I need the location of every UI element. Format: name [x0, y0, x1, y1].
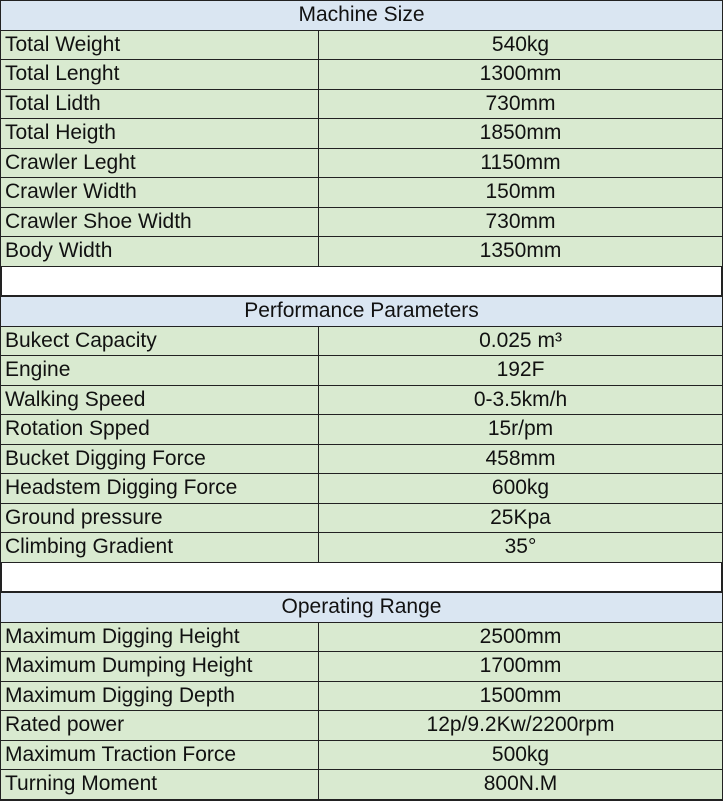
spec-value: 15r/pm: [487, 417, 554, 441]
spec-label: Rated power: [1, 711, 319, 740]
spec-row: [1, 682, 722, 712]
spec-label: Bukect Capacity: [1, 327, 319, 356]
spec-label: Maximum Dumping Height: [1, 652, 319, 681]
section-header: [1, 1, 722, 31]
spec-label: Maximum Digging Depth: [1, 682, 319, 711]
spec-row: [1, 415, 722, 445]
spec-label: Crawler Width: [1, 178, 319, 207]
spec-row: [1, 178, 722, 208]
spec-value: 35°: [504, 535, 537, 559]
spec-value: 540kg: [491, 32, 550, 56]
spec-value: 150mm: [485, 180, 556, 204]
spec-label: Rotation Spped: [1, 415, 319, 444]
spec-label: Headstem Digging Force: [1, 474, 319, 503]
spec-value: 1500mm: [479, 683, 562, 707]
spec-value: 192F: [496, 358, 545, 382]
spec-row: [1, 652, 722, 682]
spec-label: Total Weight: [1, 31, 319, 60]
spec-label: Total Lenght: [1, 60, 319, 89]
spec-row: [1, 90, 722, 120]
spec-label: Body Width: [1, 237, 319, 266]
spec-label: Crawler Leght: [1, 149, 319, 178]
spec-row: [1, 623, 722, 653]
section-header: [1, 297, 722, 327]
spec-label: Turning Moment: [1, 770, 319, 799]
spec-label: Bucket Digging Force: [1, 445, 319, 474]
spec-value: 1300mm: [479, 62, 562, 86]
spec-row: [1, 474, 722, 504]
spec-label: Engine: [1, 356, 319, 385]
spec-value: 730mm: [485, 209, 556, 233]
spec-label: Walking Speed: [1, 386, 319, 415]
spec-label: Crawler Shoe Width: [1, 208, 319, 237]
spec-value: 25Kpa: [490, 505, 551, 529]
spec-value: 1150mm: [480, 150, 561, 174]
section-performance-parameters: [0, 296, 723, 592]
spec-row: [1, 119, 722, 149]
section-title: Performance Parameters: [244, 299, 479, 323]
section-spacer: [1, 267, 722, 297]
spec-row: [1, 504, 722, 534]
spec-row: [1, 208, 722, 238]
spec-row: [1, 445, 722, 475]
spec-value: 458mm: [485, 446, 556, 470]
spec-label: Total Lidth: [1, 90, 319, 119]
spec-label: Maximum Digging Height: [1, 623, 319, 652]
spec-row: [1, 327, 722, 357]
spec-row: [1, 533, 722, 563]
spec-label: Total Heigth: [1, 119, 319, 148]
spec-row: [1, 149, 722, 179]
spec-value: 0-3.5km/h: [473, 387, 568, 411]
section-machine-size: [0, 0, 723, 296]
spec-row: [1, 711, 722, 741]
spec-value: 2500mm: [479, 624, 562, 648]
spec-row: [1, 741, 722, 771]
spec-row: [1, 60, 722, 90]
spec-value: 1700mm: [479, 654, 562, 678]
spec-row: [1, 386, 722, 416]
spec-value: 1350mm: [479, 239, 562, 263]
spec-label: Maximum Traction Force: [1, 741, 319, 770]
spec-row: [1, 356, 722, 386]
spec-value: 0.025 m³: [479, 328, 562, 352]
section-header: [1, 593, 722, 623]
section-spacer: [1, 563, 722, 593]
spec-value: 12p/9.2Kw/2200rpm: [426, 713, 615, 737]
section-operating-range: [0, 592, 723, 801]
spec-row: [1, 770, 722, 800]
spec-row: [1, 237, 722, 267]
spec-value: 600kg: [491, 476, 550, 500]
spec-value: 500kg: [491, 742, 550, 766]
spec-value: 730mm: [485, 91, 556, 115]
section-title: Machine Size: [298, 3, 425, 27]
spec-label: Climbing Gradient: [1, 533, 319, 562]
spec-value: 800N.M: [483, 772, 558, 796]
spec-row: [1, 31, 722, 61]
spec-value: 1850mm: [479, 121, 562, 145]
section-title: Operating Range: [281, 595, 442, 619]
spec-label: Ground pressure: [1, 504, 319, 533]
